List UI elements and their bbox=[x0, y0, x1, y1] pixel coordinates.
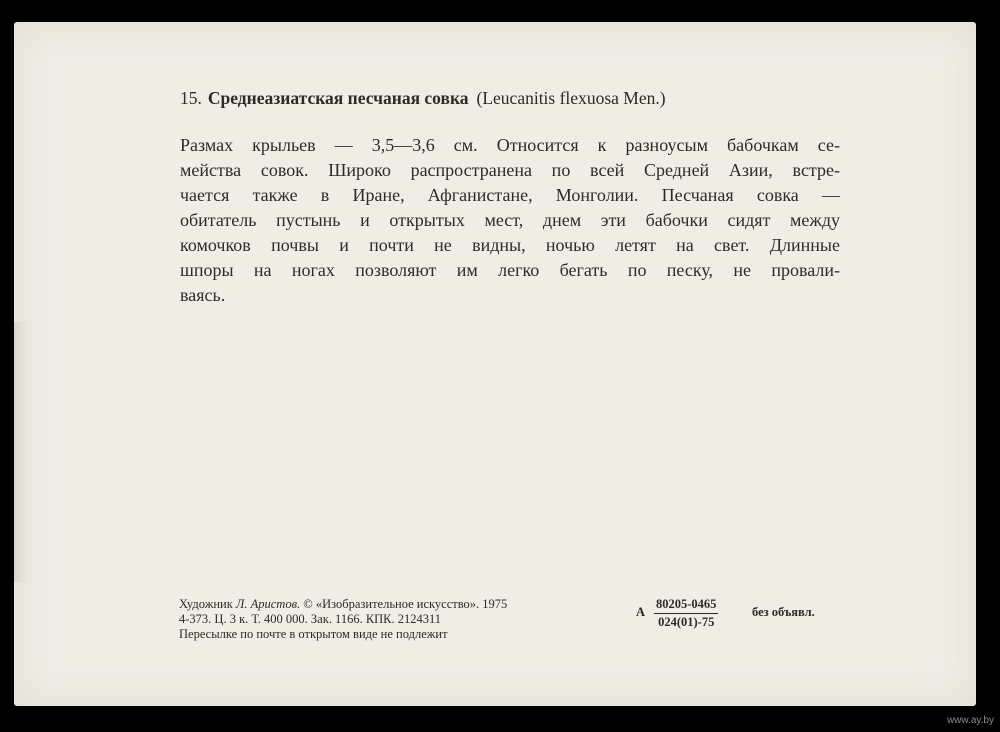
watermark: www.ay.by bbox=[946, 715, 994, 726]
description bbox=[180, 133, 840, 308]
publisher: © «Изобразительное искусство». 1975 bbox=[303, 597, 508, 611]
species-name: Среднеазиатская песчаная совка bbox=[207, 88, 469, 108]
price-denominator: 024(01)-75 bbox=[658, 615, 715, 629]
price-numerator: 80205-0465 bbox=[654, 597, 718, 614]
imprint bbox=[179, 597, 507, 642]
description-line: шпоры на ногах позволяют им легко бегать по песку, не провали- bbox=[180, 260, 840, 280]
description-line: обитатель пустынь и открытых мест, днем эти бабочки сидят между bbox=[180, 210, 840, 230]
description-line: мейства совок. Широко распространена по всей Средней Азии, встре- bbox=[180, 160, 840, 180]
description-line: Размах крыльев — 3,5—3,6 см. Относится к разноусым бабочкам се- bbox=[180, 135, 840, 155]
price-note: без объявл. bbox=[752, 605, 815, 619]
price-letter: А bbox=[636, 605, 646, 619]
postcard-back bbox=[14, 22, 976, 706]
card-number: 15. bbox=[180, 88, 202, 108]
edge-wear bbox=[14, 322, 28, 582]
imprint-line-1 bbox=[179, 597, 507, 612]
card-title bbox=[180, 88, 666, 109]
description-line: комочков почвы и почти не видны, ночью летят на свет. Длинные bbox=[180, 235, 840, 255]
artist-name: Л. Аристов. bbox=[235, 597, 301, 611]
species-latin-name: (Leucanitis flexuosa Men.) bbox=[476, 88, 666, 108]
artist-prefix: Художник bbox=[179, 597, 233, 611]
imprint-line-2: 4-373. Ц. 3 к. Т. 400 000. Зак. 1166. КПК. 2124311 bbox=[179, 612, 442, 626]
price-fraction bbox=[654, 597, 718, 630]
imprint-line-3: Пересылке по почте в открытом виде не подлежит bbox=[179, 627, 448, 641]
description-line: чается также в Иране, Афганистане, Монголии. Песчаная совка — bbox=[180, 185, 840, 205]
description-line: ваясь. bbox=[180, 285, 226, 305]
